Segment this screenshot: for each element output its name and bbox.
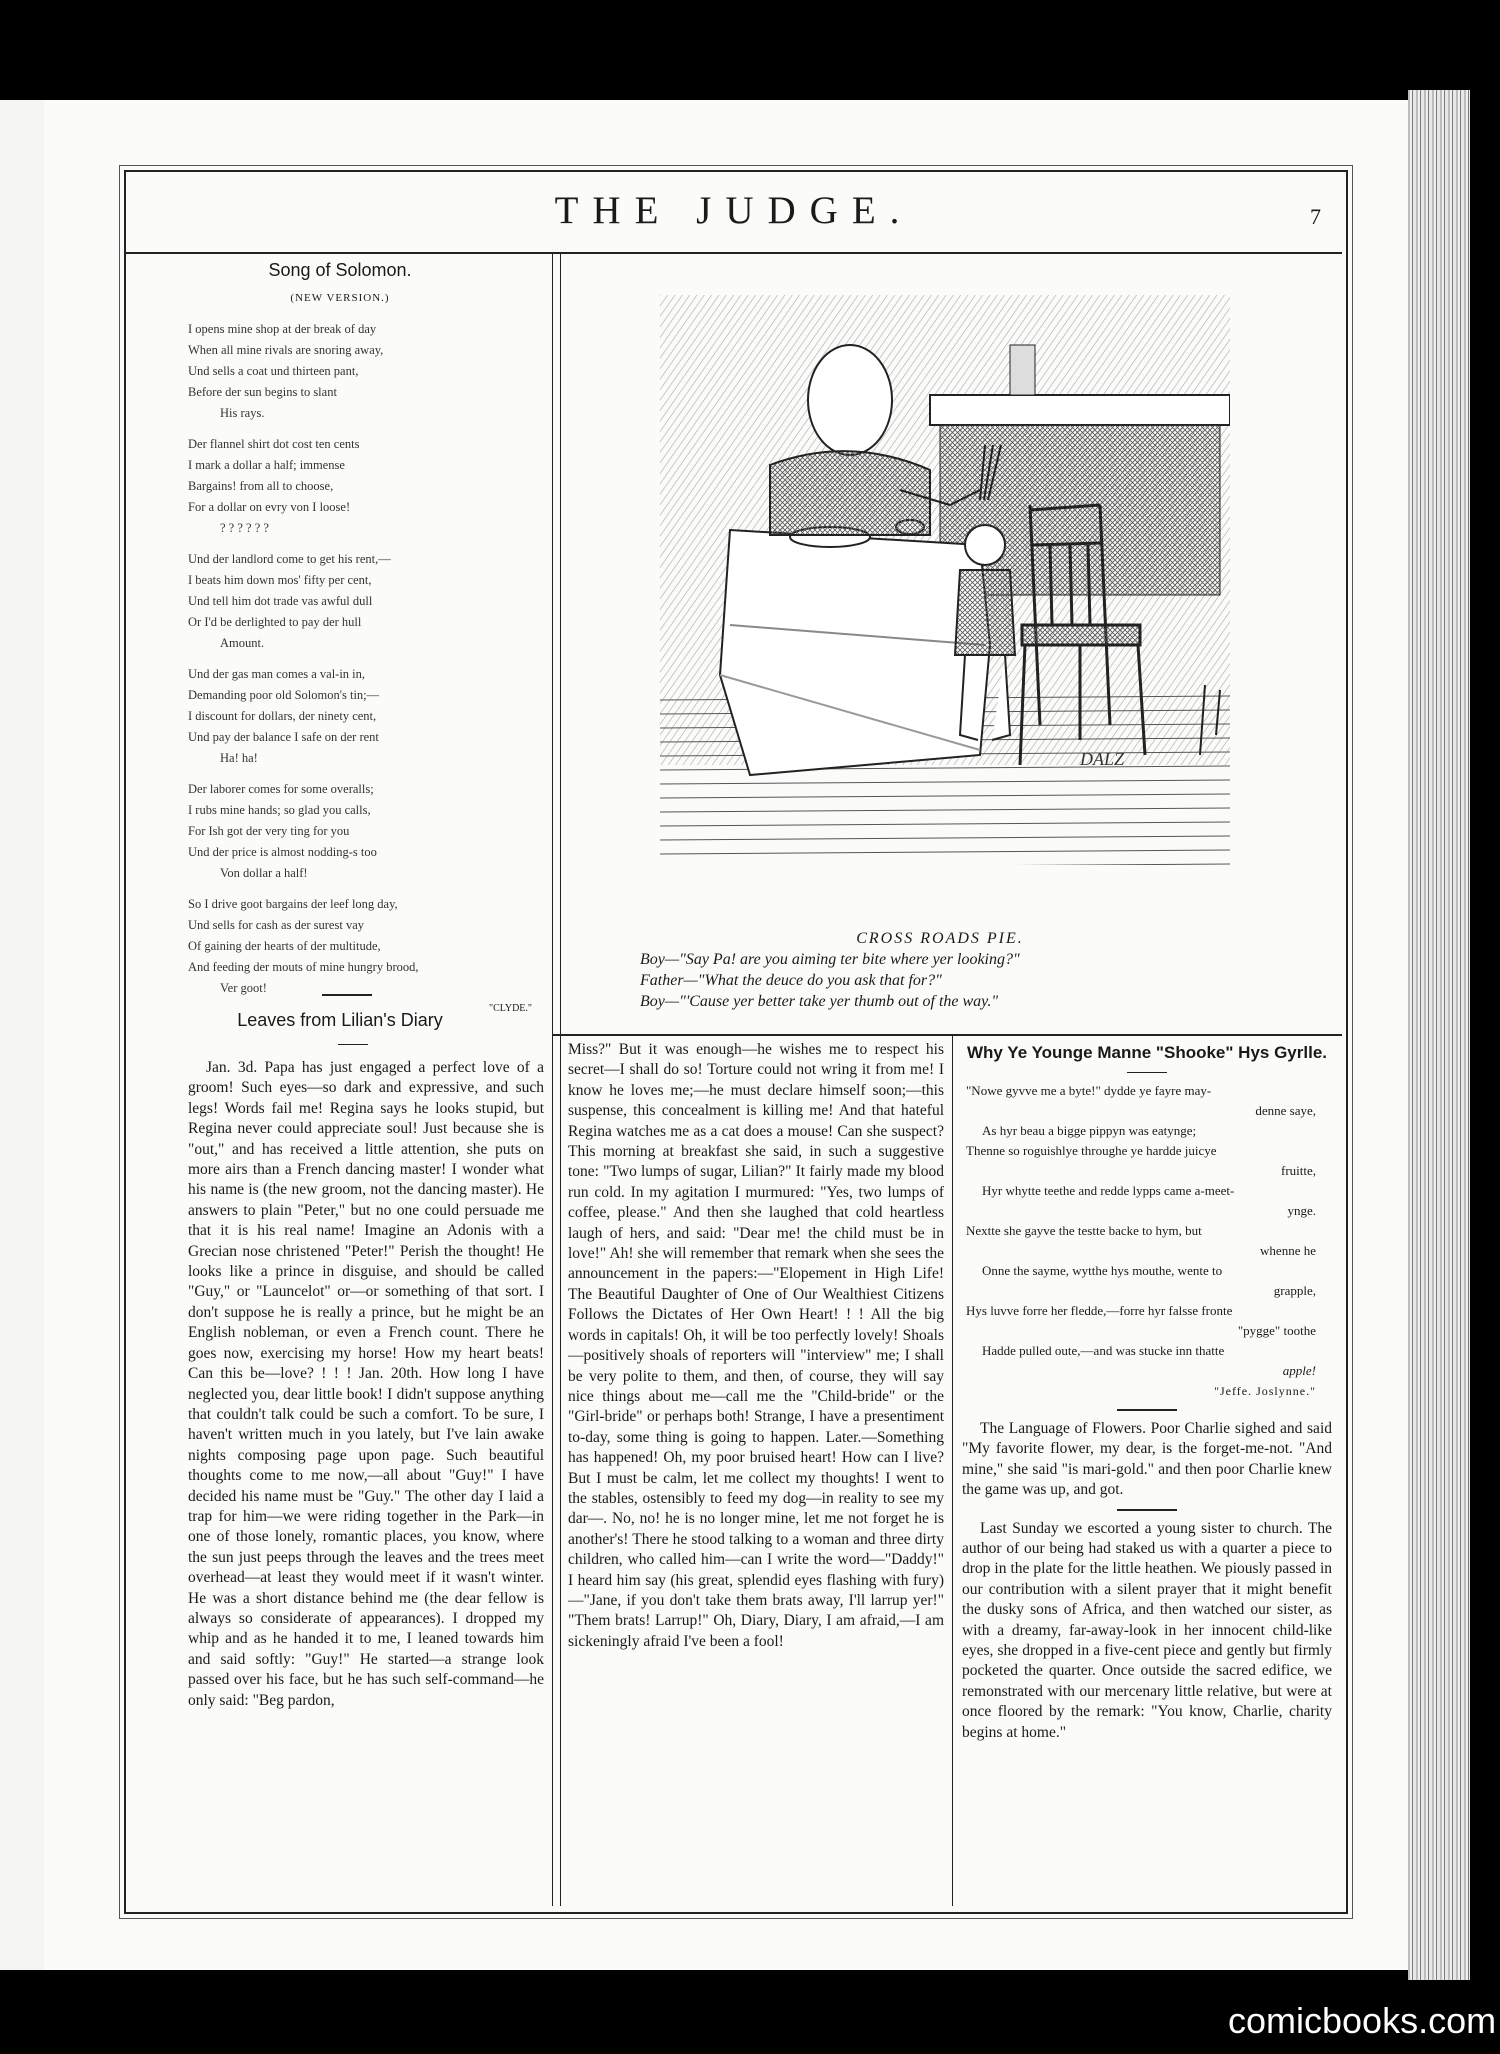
candlestick-icon <box>1010 345 1035 395</box>
caption-line: Father—"What the deuce do you ask that for?" <box>640 972 942 989</box>
poem-line: I rubs mine hands; so glad you calls, <box>188 802 371 817</box>
ballad-line: "Nowe gyvve me a byte!" dydde ye fayre may- <box>966 1083 1212 1098</box>
poem-line: ? ? ? ? ? ? <box>220 520 269 535</box>
poem-line: For a dollar on evry von I loose! <box>188 499 351 514</box>
poem-line: Ha! ha! <box>220 750 258 765</box>
caption-line: Boy—"'Cause yer better take yer thumb out of the way." <box>640 993 999 1010</box>
poem-line: Der flannel shirt dot cost ten cents <box>188 436 360 451</box>
poem-line: I opens mine shop at der break of day <box>188 321 377 336</box>
ballad-line: fruitte, <box>1280 1163 1316 1178</box>
ballad-line: denne saye, <box>1255 1103 1316 1118</box>
poem-line: I mark a dollar a half; immense <box>188 457 345 472</box>
table <box>720 520 990 775</box>
ballad-line: grapple, <box>1273 1283 1316 1298</box>
poem-line: Und sells for cash as der surest vay <box>188 917 364 932</box>
song-title: Song of Solomon. <box>268 260 412 280</box>
poem-line: Bargains! from all to choose, <box>188 478 334 493</box>
poem-line: Of gaining der hearts of der multitude, <box>188 938 381 953</box>
poem-line: Und tell him dot trade vas awful dull <box>188 593 373 608</box>
diary-title: Leaves from Lilian's Diary <box>237 1010 443 1030</box>
poem-line: When all mine rivals are snoring away, <box>188 342 384 357</box>
language-of-flowers: The Language of Flowers. Poor Charlie sighed and said "My favorite flower, my dear, is the forget-me-not. "And mine," she said "is mari-gold." and then poor Charlie knew the game was up, and got. <box>962 1420 1332 1499</box>
cartoon-title: CROSS ROADS PIE. <box>856 930 1024 947</box>
poem-line: I beats him down mos' fifty per cent, <box>188 572 372 587</box>
ballad-line: "pygge" toothe <box>1237 1323 1316 1338</box>
diary-text-2: Miss?" But it was enough—he wishes me to respect his secret—I shall do so! Torture could not wring it from me! I know he loves me;—he must declare himself soon;—this suspense, this concealment is killing me! And that hateful Regina watches me as a cat does a mouse! Can she suspect? This morning at breakfast she said, in such a suggestive tone: "Two lumps of sugar, Lilian?" It fairly made my blood run cold. In my agitation I murmured: "Yes, two lumps of coffee, please." And then she laughed that cold heartless laugh of hers, and said: "Dear me! the child must be in love!" Ah! she will remember that remark when she sees the announcement in the papers:—"Elopement in High Life! The Beautiful Daughter of One of Our Wealthiest Citizens Follows the Dictates of Her Own Heart! ! ! All the big words in capitals! Oh, it will be too perfectly lovely! Shoals—positively shoals of reporters will "interview" me; I shall be very polite to them, and then, of course, they will say nice things about me—call me the "Child-bride" or the "Girl-bride" or perhaps both! Strange, I have a presentiment to-day, some thing is going to happen. Later.—Something has happened! Oh, my poor bruised heart! How can I live? But I must be calm, let me collect my thoughts! I went to the stables, ostensibly to feed my dog—in reality to see my dar—. No, no! he is no longer mine, let me not forget he is another's! There he stood talking to a woman and three dirty children, who called him—can I write the word—"Daddy!" I heard him say (his great, splendid eyes flashing with fury)—"Jane, if you don't take them brats away, I'll larrup yer!" "Them brats! Larrup!" Oh, Diary, Diary, I am afraid,—I am sickeningly afraid I've been a fool! <box>568 1041 944 1650</box>
poem-line: Amount. <box>220 635 265 650</box>
poem-line: Or I'd be derlighted to pay der hull <box>188 614 362 629</box>
header-rule <box>126 252 1342 254</box>
column-divider-2 <box>952 1036 953 1906</box>
poem-line: His rays. <box>220 405 265 420</box>
ballad-line: apple! <box>1282 1363 1316 1378</box>
section-rule <box>322 994 372 996</box>
page-edges <box>1408 90 1470 1980</box>
ballad-rule <box>1127 1072 1167 1073</box>
diary-column-2 <box>568 1040 944 1900</box>
poem-line: Demanding poor old Solomon's tin;— <box>188 687 380 702</box>
section-rule <box>1117 1509 1177 1511</box>
ballad-line: Onne the sayme, wytthe hys mouthe, wente to <box>982 1263 1223 1278</box>
poem-line: Von dollar a half! <box>220 865 308 880</box>
column-divider-1 <box>552 254 553 1906</box>
ballad-line: Nextte she gayve the testte backe to hym, but <box>966 1223 1202 1238</box>
cartoon-illustration <box>660 295 1230 865</box>
caption-line: Boy—"Say Pa! are you aiming ter bite where yer looking?" <box>640 951 1020 968</box>
ballad-signature: "Jeffe. Joslynne." <box>1214 1384 1316 1398</box>
ballad-line: Thenne so roguishlye throughe ye hardde juicye <box>966 1143 1217 1158</box>
cartoon-caption <box>640 928 1240 1012</box>
ballad-title: Why Ye Younge Manne "Shooke" Hys Gyrlle. <box>967 1043 1327 1062</box>
column-3 <box>962 1042 1332 1743</box>
song-poem <box>188 319 540 999</box>
section-rule-small <box>338 1044 368 1045</box>
last-sunday-item: Last Sunday we escorted a young sister to church. The author of our being had staked us with a quarter a piece to drop in the plate for the little heathen. We piously passed in our contribution with a silent prayer that it might benefit the dusky sons of Africa, and then watched our sister, as with a dreamy, far-away-look in her innocent child-like eyes, she dropped in a five-cent piece and gently but firmly pocketed the quarter. Once outside the sacred edifice, we remonstrated with our mercenary little relative, but were at once floored by the remark: "You know, Charlie, charity begins at home." <box>962 1519 1332 1741</box>
ballad-line: Hys luvve forre her fledde,—forre hyr falsse fronte <box>966 1303 1233 1318</box>
page-number: 7 <box>1310 204 1321 229</box>
poem-line: For Ish got der very ting for you <box>188 823 350 838</box>
poem-line: Und sells a coat und thirteen pant, <box>188 363 359 378</box>
ballad-line: ynge. <box>1287 1203 1316 1218</box>
song-subtitle: (NEW VERSION.) <box>290 292 390 305</box>
song-of-solomon <box>140 260 540 1019</box>
poem-line: Und pay der balance I safe on der rent <box>188 729 379 744</box>
poem-line: Ver goot! <box>220 980 267 995</box>
poem-line: I discount for dollars, der ninety cent, <box>188 708 377 723</box>
poem-line: Und der landlord come to get his rent,— <box>188 551 391 566</box>
illustration-rule <box>552 1034 1342 1036</box>
song-signature: "CLYDE." <box>489 1002 532 1014</box>
column-divider-1b <box>560 254 561 1906</box>
poem-line: And feeding der mouts of mine hungry brood, <box>188 959 419 974</box>
diary-text-1: Jan. 3d. Papa has just engaged a perfect love of a groom! Such eyes—so dark and expressive, and such legs! Words fail me! Regina says he looks stupid, but Regina never could appreciate soul! Just because she is "out," and has received a little attention, she puts on more airs than a French dancing master! I wonder what his name is (the new groom, not the dancing master). He answers to plain "Peter," but no one could persuade me that it is his real name! Imagine an Adonis with a Grecian nose christened "Peter!" Perish the thought! He looks like a prince in disguise, and should be called "Guy," or "Launcelot" or—or something of that sort. I don't suppose he is really a prince, but he might be an English nobleman, or even a French count. There he goes now, exercising my horse! How my heart beats! Can this be—love? ! ! ! Jan. 20th. How long I have neglected you, dear little book! I didn't suppose anything that couldn't talk could be such a comfort. To be sure, I haven't written much in you lately, but I've lain awake nights composing page upon page. Such beautiful thoughts come to me now,—all about "Guy!" I have decided his name must be "Guy." The other day I laid a trap for him—we were riding together in the Park—in one of those lonely, romantic places, you know, where the sun just peeps through the leaves and the trees meet overhead—at least they would meet if it wasn't winter. He was a short distance behind me (the dear fellow is always so considerate of appearances). I dropped my whip and as he handed it to me, I leaned towards him and said softly: "Guy!" He started—a strange look passed over his face, but he has such self-command—he only said: "Beg pardon, <box>188 1059 544 1709</box>
mantel <box>930 395 1230 425</box>
ballad-line: Hyr whytte teethe and redde lypps came a-meet- <box>982 1183 1235 1198</box>
ballad-line: Hadde pulled oute,—and was stucke inn thatte <box>982 1343 1225 1358</box>
diary-column-1 <box>188 1058 544 1898</box>
poem-line: Der laborer comes for some overalls; <box>188 781 374 796</box>
watermark: comicbooks.com <box>1222 2000 1500 2042</box>
artist-signature: DALZ <box>1080 749 1125 769</box>
ballad-poem <box>962 1081 1332 1401</box>
poem-line: So I drive goot bargains der leef long day, <box>188 896 398 911</box>
masthead: THE JUDGE. <box>554 189 914 232</box>
section-rule <box>1117 1409 1177 1411</box>
ballad-line: As hyr beau a bigge pippyn was eatynge; <box>982 1123 1197 1138</box>
poem-line: Before der sun begins to slant <box>188 384 337 399</box>
poem-line: Und der gas man comes a val-in in, <box>188 666 366 681</box>
poem-line: Und der price is almost nodding-s too <box>188 844 377 859</box>
ballad-line: whenne he <box>1260 1243 1316 1258</box>
